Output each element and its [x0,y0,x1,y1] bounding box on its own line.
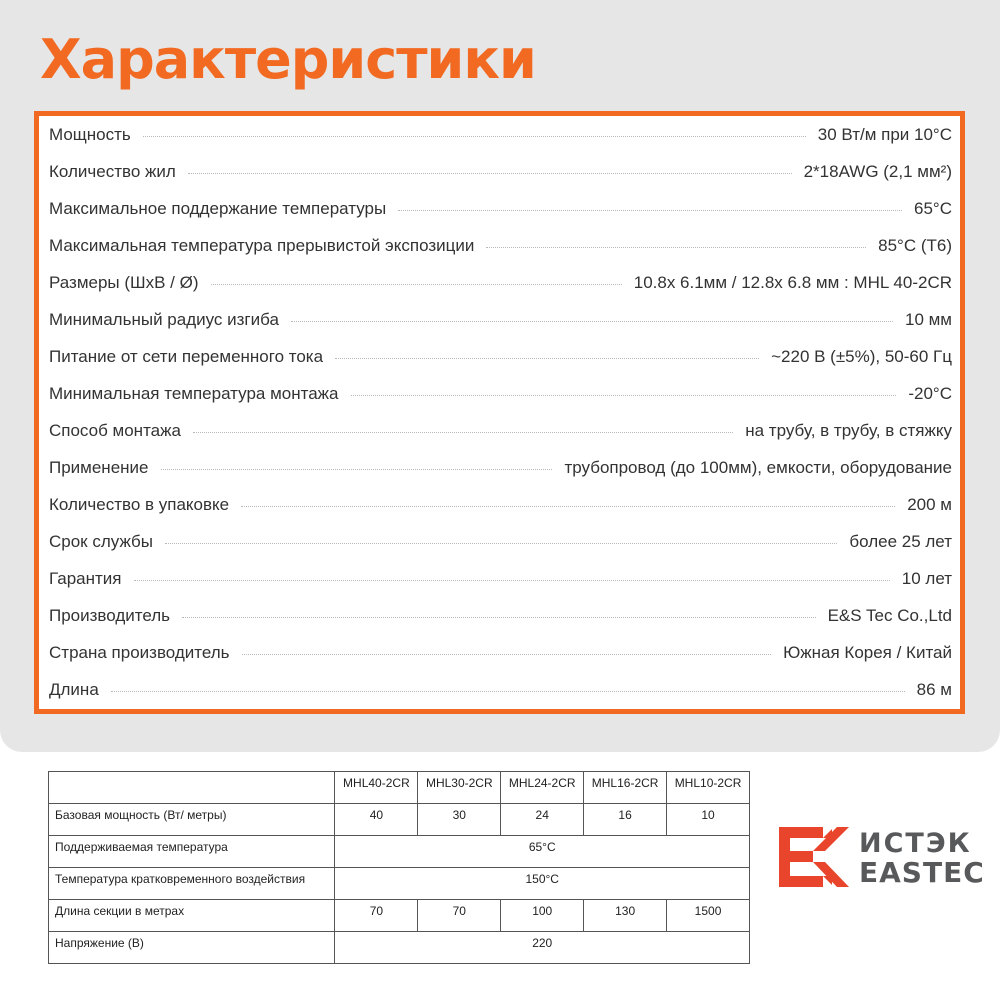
spec-value: на трубу, в трубу, в стяжку [745,421,952,440]
spec-label: Максимальное поддержание температуры [49,199,387,218]
row-label: Длина секции в метрах [49,900,335,932]
eastec-e-logo-icon [779,827,849,887]
spec-value: 86 м [916,680,952,699]
dotted-leader [111,691,905,692]
spec-row [49,342,952,372]
spec-value: 10 лет [901,569,952,588]
spec-value: Южная Корея / Китай [783,643,952,662]
table-merged-cell: 220 [335,932,750,964]
table-cell: 1500 [667,900,750,932]
spec-row [49,490,952,520]
spec-label: Гарантия [49,569,122,588]
table-merged-cell: 65°C [335,836,750,868]
spec-value: более 25 лет [849,532,952,551]
table-corner-cell [49,772,335,804]
dotted-leader [398,210,902,211]
spec-value: -20°C [908,384,952,403]
row-label: Температура кратковременного воздействия [49,868,335,900]
spec-row [49,268,952,298]
table-header-row [49,772,750,804]
dotted-leader [143,136,806,137]
table-row [49,836,750,868]
spec-value: 65°C [914,199,952,218]
dotted-leader [211,284,622,285]
spec-row [49,120,952,150]
spec-label: Минимальный радиус изгиба [49,310,279,329]
dotted-leader [134,580,890,581]
column-header: MHL16-2CR [584,772,667,804]
dotted-leader [486,247,866,248]
spec-value: 2*18AWG (2,1 мм²) [803,162,952,181]
eastec-logo [779,827,989,889]
logo-text-ru: ИСТЭК [859,828,972,859]
spec-label: Срок службы [49,532,153,551]
table-cell: 70 [418,900,501,932]
spec-row [49,379,952,409]
table-cell: 40 [335,804,418,836]
row-label: Поддерживаемая температура [49,836,335,868]
row-label: Базовая мощность (Вт/ метры) [49,804,335,836]
spec-label: Питание от сети переменного тока [49,347,324,366]
spec-label: Страна производитель [49,643,230,662]
dotted-leader [351,395,897,396]
spec-value: E&S Tec Co.,Ltd [827,606,952,625]
spec-row [49,527,952,557]
spec-list [34,111,965,714]
spec-label: Применение [49,458,149,477]
spec-row [49,453,952,483]
table-row [49,804,750,836]
table-merged-cell: 150°C [335,868,750,900]
spec-label: Производитель [49,606,171,625]
dotted-leader [291,321,893,322]
column-header: MHL40-2CR [335,772,418,804]
spec-value: трубопровод (до 100мм), емкости, оборудование [564,458,952,477]
spec-row [49,305,952,335]
dotted-leader [335,358,759,359]
column-header: MHL10-2CR [667,772,750,804]
spec-row [49,157,952,187]
row-label: Напряжение (В) [49,932,335,964]
spec-label: Минимальная температура монтажа [49,384,339,403]
table-cell: 100 [501,900,584,932]
spec-label: Мощность [49,125,131,144]
spec-label: Размеры (ШхВ / Ø) [49,273,199,292]
table-cell: 24 [501,804,584,836]
table-cell: 130 [584,900,667,932]
dotted-leader [188,173,792,174]
table-cell: 30 [418,804,501,836]
spec-value: 85°C (Т6) [878,236,952,255]
column-header: MHL24-2CR [501,772,584,804]
page-title: Характеристики [40,28,536,91]
model-comparison-table [48,771,750,964]
spec-label: Способ монтажа [49,421,181,440]
dotted-leader [182,617,816,618]
spec-value: ~220 В (±5%), 50-60 Гц [771,347,952,366]
table-row [49,932,750,964]
spec-value: 10 мм [904,310,952,329]
table-row [49,868,750,900]
table-row [49,900,750,932]
dotted-leader [193,432,733,433]
dotted-leader [165,543,837,544]
spec-label: Количество в упаковке [49,495,230,514]
spec-row [49,638,952,668]
dotted-leader [161,469,553,470]
spec-value: 30 Вт/м при 10°C [817,125,952,144]
spec-value: 10.8x 6.1мм / 12.8x 6.8 мм : MHL 40-2CR [633,273,952,292]
dotted-leader [242,654,772,655]
spec-label: Количество жил [49,162,176,181]
spec-label: Максимальная температура прерывистой экспозиции [49,236,475,255]
spec-row [49,194,952,224]
table-cell: 16 [584,804,667,836]
dotted-leader [241,506,895,507]
spec-row [49,231,952,261]
spec-label: Длина [49,680,99,699]
table-cell: 10 [667,804,750,836]
spec-row [49,564,952,594]
spec-row [49,416,952,446]
spec-value: 200 м [907,495,952,514]
logo-text-en: EASTEC [859,856,985,889]
spec-row [49,601,952,631]
table-cell: 70 [335,900,418,932]
column-header: MHL30-2CR [418,772,501,804]
spec-row [49,675,952,705]
